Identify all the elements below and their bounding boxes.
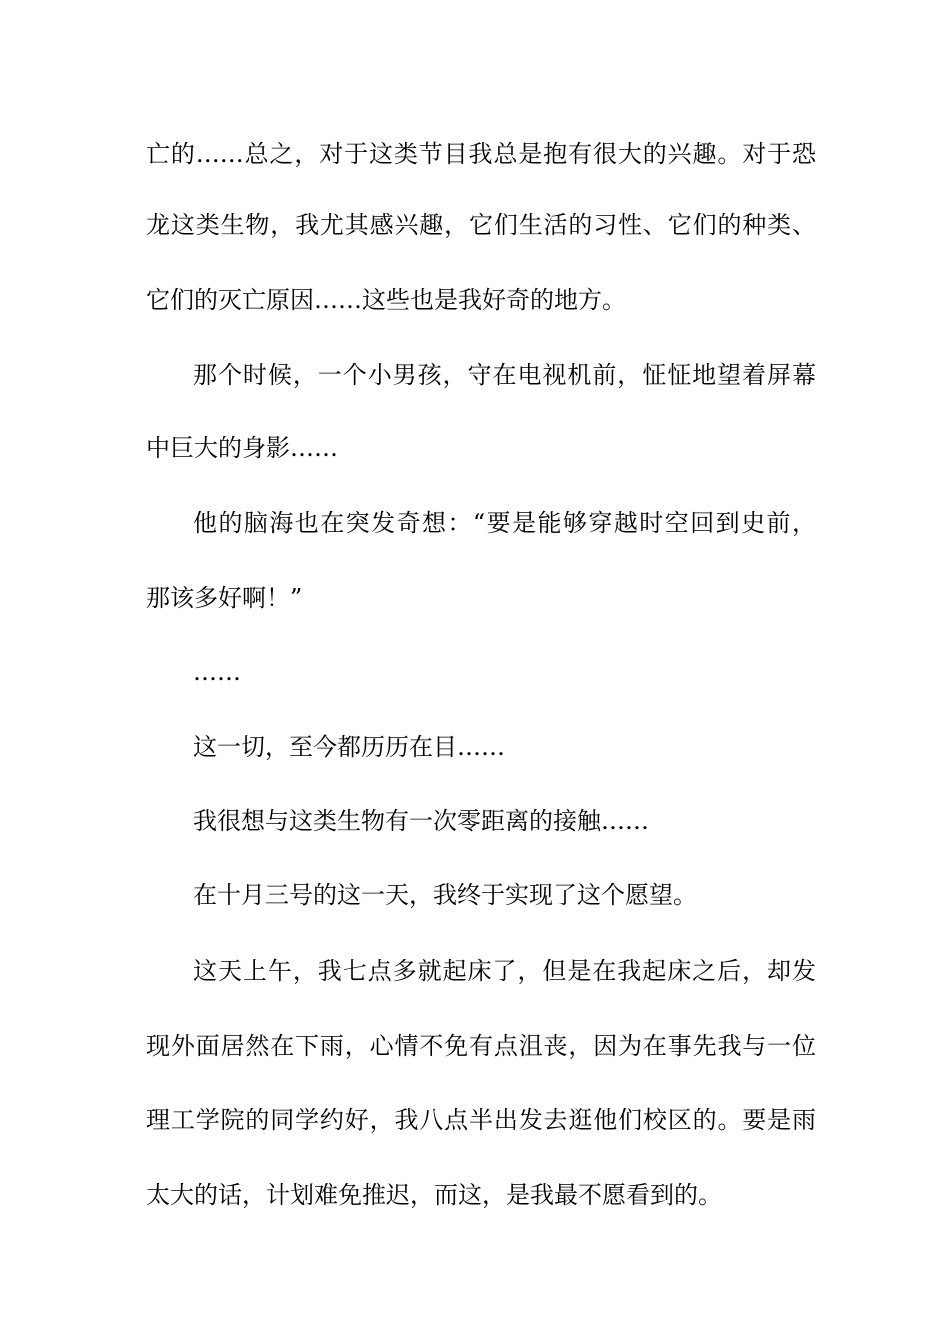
text-line: 在十月三号的这一天，我终于实现了这个愿望。	[193, 881, 697, 909]
text-line: 太大的话，计划难免推迟，而这，是我最不愿看到的。	[146, 1181, 722, 1209]
text-line: 亡的……总之，对于这类节目我总是抱有很大的兴趣。对于恐	[146, 140, 816, 168]
text-line: 中巨大的身影……	[146, 434, 338, 462]
text-line: 他的脑海也在突发奇想：“要是能够穿越时空回到史前，	[193, 509, 816, 537]
text-line: 那该多好啊！”	[146, 584, 303, 612]
text-line: 龙这类生物，我尤其感兴趣，它们生活的习性、它们的种类、	[146, 211, 816, 239]
text-line: 理工学院的同学约好，我八点半出发去逛他们校区的。要是雨	[146, 1106, 816, 1134]
text-line: 我很想与这类生物有一次零距离的接触……	[193, 807, 649, 835]
text-line: 那个时候，一个小男孩，守在电视机前，怔怔地望着屏幕	[193, 361, 816, 389]
text-line: 这天上午，我七点多就起床了，但是在我起床之后，却发	[193, 957, 816, 985]
text-line: 现外面居然在下雨，心情不免有点沮丧，因为在事先我与一位	[146, 1032, 816, 1060]
text-line: 它们的灭亡原因……这些也是我好奇的地方。	[146, 286, 626, 314]
text-line: 这一切，至今都历历在目……	[193, 733, 505, 761]
text-line: ……	[193, 658, 241, 686]
